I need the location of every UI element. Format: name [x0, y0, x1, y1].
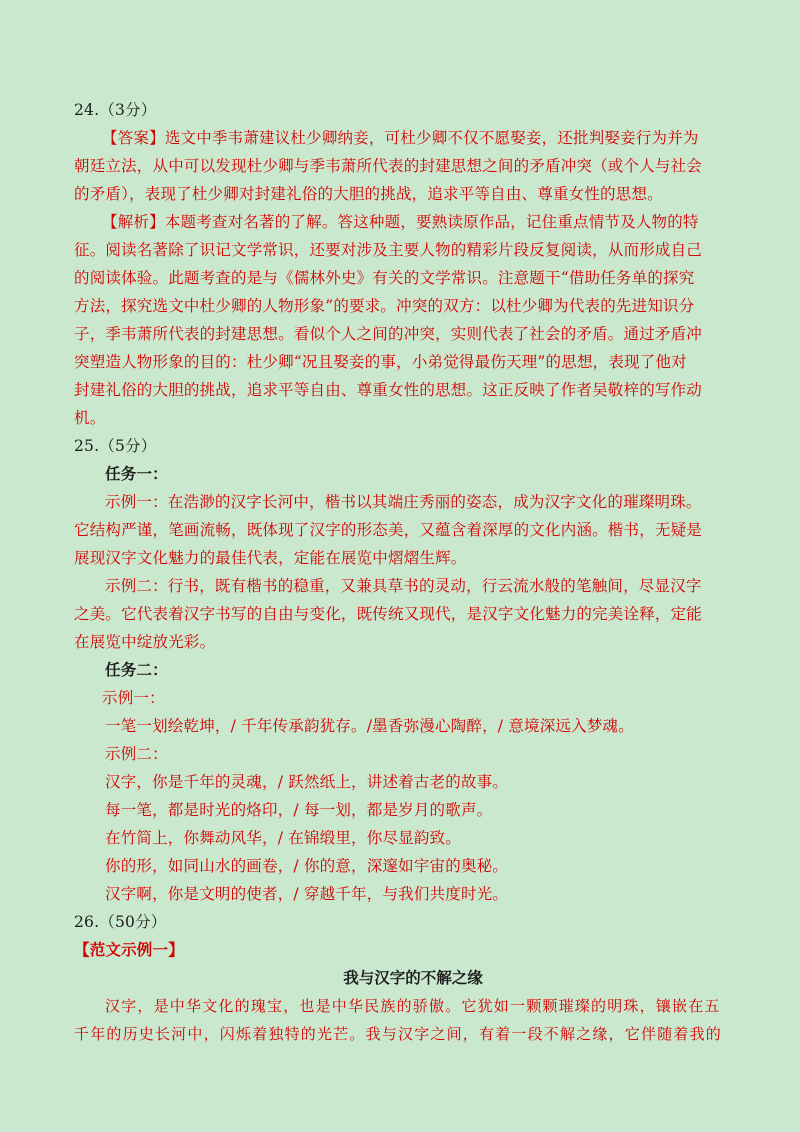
example2-line-3: 在竹简上，你舞动风华，/ 在锦缎里，你尽显韵致。: [105, 829, 461, 847]
essay-line-1: 汉字，是中华文化的瑰宝，也是中华民族的骄傲。它犹如一颗颗璀璨的明珠，镶嵌在五: [105, 997, 721, 1015]
example2-line-2: 每一笔，都是时光的烙印，/ 每一划，都是岁月的歌声。: [105, 801, 493, 819]
example2-label: 示例二：: [105, 745, 168, 763]
task1-line-6: 在展览中绽放光彩。: [74, 633, 216, 651]
example2-line-1: 汉字，你是千年的灵魂，/ 跃然纸上，讲述着古老的故事。: [105, 773, 509, 791]
q24-answer-line-1: 【答案】选文中季韦萧建议杜少卿纳妾，可杜少卿不仅不愿娶妾，还批判娶妾行为并为: [102, 129, 699, 147]
answer-content: [74, 96, 734, 1048]
task1-line-2: 它结构严谨，笔画流畅，既体现了汉字的形态美，又蕴含着深厚的文化内涵。楷书，无疑是: [74, 521, 703, 539]
q24-analysis-line-2: 征。阅读名著除了识记文学常识，还要对涉及主要人物的精彩片段反复阅读，从而形成自己: [74, 241, 703, 259]
task1-line-5: 之美。它代表着汉字书写的自由与变化，既传统又现代，是汉字文化魅力的完美诠释，定能: [74, 605, 703, 623]
q24-analysis-line-7: 封建礼俗的大胆的挑战，追求平等自由、尊重女性的思想。这正反映了作者吴敬梓的写作动: [74, 381, 703, 399]
example2-line-5: 汉字啊，你是文明的使者，/ 穿越千年，与我们共度时光。: [105, 885, 509, 903]
task1-label: 任务一：: [105, 464, 168, 483]
q24-answer-line-2: 朝廷立法，从中可以发现杜少卿与季韦萧所代表的封建思想之间的矛盾冲突（或个人与社会: [74, 157, 703, 175]
q25-number: 25.（5分）: [74, 437, 157, 455]
essay-line-2: 千年的历史长河中，闪烁着独特的光芒。我与汉字之间，有着一段不解之缘，它伴随着我的: [74, 1025, 723, 1043]
analysis-tag: 【解析】: [102, 213, 165, 231]
answer-tag: 【答案】: [102, 129, 165, 147]
q24-analysis-line-3: 的阅读体验。此题考查的是与《儒林外史》有关的文学常识。注意题干“借助任务单的探究: [74, 269, 695, 287]
q24-analysis-line-6: 突塑造人物形象的目的：杜少卿“况且娶妾的事，小弟觉得最伤天理”的思想，表现了他对: [74, 353, 687, 371]
example1-line: 一笔一划绘乾坤，/ 千年传承韵犹存。/墨香弥漫心陶醉，/ 意境深远入梦魂。: [105, 717, 634, 735]
q24-answer-line-3: 的矛盾），表现了杜少卿对封建礼俗的大胆的挑战，追求平等自由、尊重女性的思想。: [74, 185, 663, 203]
task2-label: 任务二：: [105, 660, 168, 679]
q26-number: 26.（50分）: [74, 913, 167, 931]
task1-line-1: 示例一：在浩渺的汉字长河中，楷书以其端庄秀丽的姿态，成为汉字文化的璀璨明珠。: [105, 493, 702, 511]
essay-title: 我与汉字的不解之缘: [343, 968, 483, 987]
example2-line-4: 你的形，如同山水的画卷，/ 你的意，深邃如宇宙的奥秘。: [105, 857, 509, 875]
q24-analysis-line-4: 方法，探究选文中杜少卿的人物形象”的要求。冲突的双方：以杜少卿为代表的先进知识分: [74, 297, 695, 315]
task1-line-3: 展现汉字文化魅力的最佳代表，定能在展览中熠熠生辉。: [74, 549, 467, 567]
q24-number: 24.（3分）: [74, 101, 157, 119]
q24-analysis-line-8: 机。: [74, 409, 106, 427]
essay-tag: 【范文示例一】: [74, 940, 184, 959]
example1-label: 示例一：: [102, 689, 165, 707]
q24-analysis-line-5: 子，季韦萧所代表的封建思想。看似个人之间的冲突，实则代表了社会的矛盾。通过矛盾冲: [74, 325, 703, 343]
task1-line-4: 示例二：行书，既有楷书的稳重，又兼具草书的灵动，行云流水般的笔触间，尽显汉字: [105, 577, 702, 595]
q24-analysis-line-1: 【解析】本题考查对名著的了解。答这种题，要熟读原作品，记住重点情节及人物的特: [102, 213, 699, 231]
